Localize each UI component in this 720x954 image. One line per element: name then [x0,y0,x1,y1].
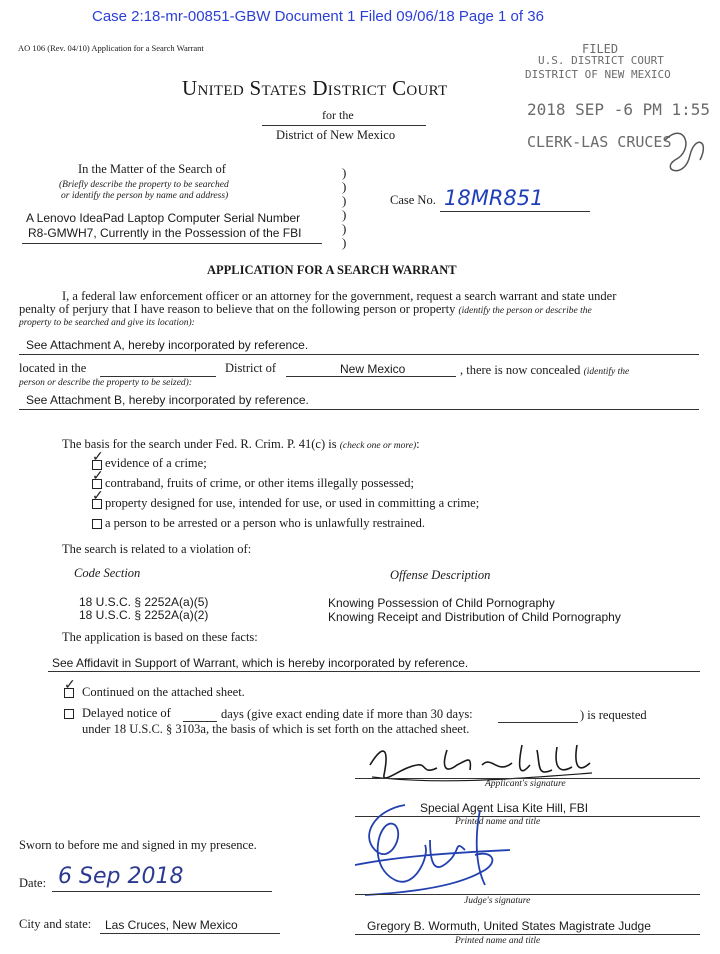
delayed-requested: ) is requested [580,708,647,722]
code-section-1: 18 U.S.C. § 2252A(a)(5) [79,595,209,609]
date-label: Date: [19,876,47,890]
delayed-notice-line-2: under 18 U.S.C. § 3103a, the basis of which is set forth on the attached sheet. [82,722,470,736]
district-name: District of New Mexico [276,128,396,142]
checkmark-icon: ✓ [64,678,76,693]
city-state-value: Las Cruces, New Mexico [105,918,238,932]
district-rule [262,125,426,126]
sworn-statement: Sworn to before me and signed in my presence. [19,838,257,852]
continued-label: Continued on the attached sheet. [82,685,245,699]
court-name: United States District Court [182,76,448,100]
attachment-b: See Attachment B, hereby incorporated by reference. [26,393,309,407]
city-state-label: City and state: [19,917,92,931]
intro-line-3: property to be searched and give its location): [19,318,195,328]
violation-intro: The search is related to a violation of: [62,542,252,556]
judge-name-label: Printed name and title [455,936,541,946]
stamp-datetime: 2018 SEP -6 PM 1:55 [527,100,711,119]
date-value: 6 Sep 2018 [58,864,184,889]
applicant-signature-icon [362,735,602,790]
offense-description-header: Offense Description [390,568,491,582]
judge-name-rule [355,934,700,935]
intro-line-2-text: penalty of perjury that I have reason to believe that on the following person or property [19,302,459,316]
for-the: for the [322,108,354,122]
case-no-value: 18MR851 [444,186,544,210]
applicant-signature-label: Applicant's signature [485,779,566,789]
judge-signature-icon [335,795,515,905]
basis-option-4: a person to be arrested or a person who is unlawfully restrained. [105,516,426,530]
case-no-label: Case No. [390,193,436,207]
facts-intro: The application is based on these facts: [62,630,258,644]
judge-name: Gregory B. Wormuth, United States Magistrate Judge [367,919,651,933]
basis-intro-note: (check one or more) [339,441,417,451]
matter-heading: In the Matter of the Search of [78,162,226,176]
affidavit-reference: See Affidavit in Support of Warrant, which is hereby incorporated by reference. [52,656,469,670]
delayed-days-text: days (give exact ending date if more than 30 days: [221,707,473,721]
property-description-1: A Lenovo IdeaPad Laptop Computer Serial Number [26,211,301,225]
intro-line-2-note: (identify the person or describe the [458,306,592,316]
applicant-name-label: Printed name and title [455,817,541,827]
basis-option-3: property designed for use, intended for use, or used in committing a crime; [105,496,480,510]
basis-intro [62,437,420,452]
checkmark-icon: ✓ [92,469,104,484]
district-of-label: District of [225,361,277,375]
applicant-name: Special Agent Lisa Kite Hill, FBI [420,801,589,815]
district-value: New Mexico [340,362,406,376]
attachment-b-rule [19,409,699,410]
document-title: APPLICATION FOR A SEARCH WARRANT [207,263,457,277]
city-state-rule [100,933,280,934]
offense-description-2: Knowing Receipt and Distribution of Child Pornography [328,610,621,624]
judge-signature-label: Judge's signature [464,896,531,906]
concealed-text: , there is now concealed [460,363,584,377]
checkmark-icon: ✓ [92,450,104,465]
date-rule [52,891,272,892]
basis-option-1: evidence of a crime; [105,456,207,470]
property-description-2: R8-GMWH7, Currently in the Possession of the FBI [28,226,302,240]
matter-instruction-2: or identify the person by name and address) [61,191,229,201]
stamp-district: DISTRICT OF NEW MEXICO [525,68,671,81]
case-header: Case 2:18-mr-00851-GBW Document 1 Filed 09/06/18 Page 1 of 36 [92,8,544,25]
basis-checkbox-4[interactable] [92,519,102,529]
stamp-clerk: CLERK-LAS CRUCES [527,133,672,151]
delayed-notice-label: Delayed notice of [82,706,171,720]
matter-rule [22,243,322,244]
located-in-rule [100,376,216,377]
attachment-a: See Attachment A, hereby incorporated by reference. [26,338,309,352]
clerk-initials-icon [655,110,715,190]
basis-option-2: contraband, fruits of crime, or other items illegally possessed; [105,476,414,490]
concealed-label [460,363,629,378]
basis-intro-colon: : [416,437,420,451]
offense-description-1: Knowing Possession of Child Pornography [328,596,555,610]
district-value-rule [286,376,456,377]
stamp-filed: FILED [582,42,619,56]
case-no-rule [440,211,590,212]
intro-line-2 [19,302,592,317]
intro-line-1: I, a federal law enforcement officer or an attorney for the government, request a search warrant and state under [62,289,617,303]
stamp-court: U.S. DISTRICT COURT [538,54,664,67]
matter-instruction-1: (Briefly describe the property to be searched [59,180,229,190]
judge-signature-rule [355,894,700,895]
basis-intro-text: The basis for the search under Fed. R. Crim. P. 41(c) is [62,437,340,451]
person-note: person or describe the property to be seized): [19,378,192,388]
checkmark-icon: ✓ [92,489,104,504]
delayed-notice-checkbox[interactable] [64,709,74,719]
delayed-date-rule [498,722,578,723]
code-section-2: 18 U.S.C. § 2252A(a)(2) [79,608,209,622]
concealed-note: (identify the [583,367,630,377]
affidavit-rule [48,671,700,672]
code-section-header: Code Section [74,566,141,580]
form-id: AO 106 (Rev. 04/10) Application for a Search Warrant [18,43,204,53]
attachment-a-rule [19,354,699,355]
located-in-label: located in the [19,361,87,375]
